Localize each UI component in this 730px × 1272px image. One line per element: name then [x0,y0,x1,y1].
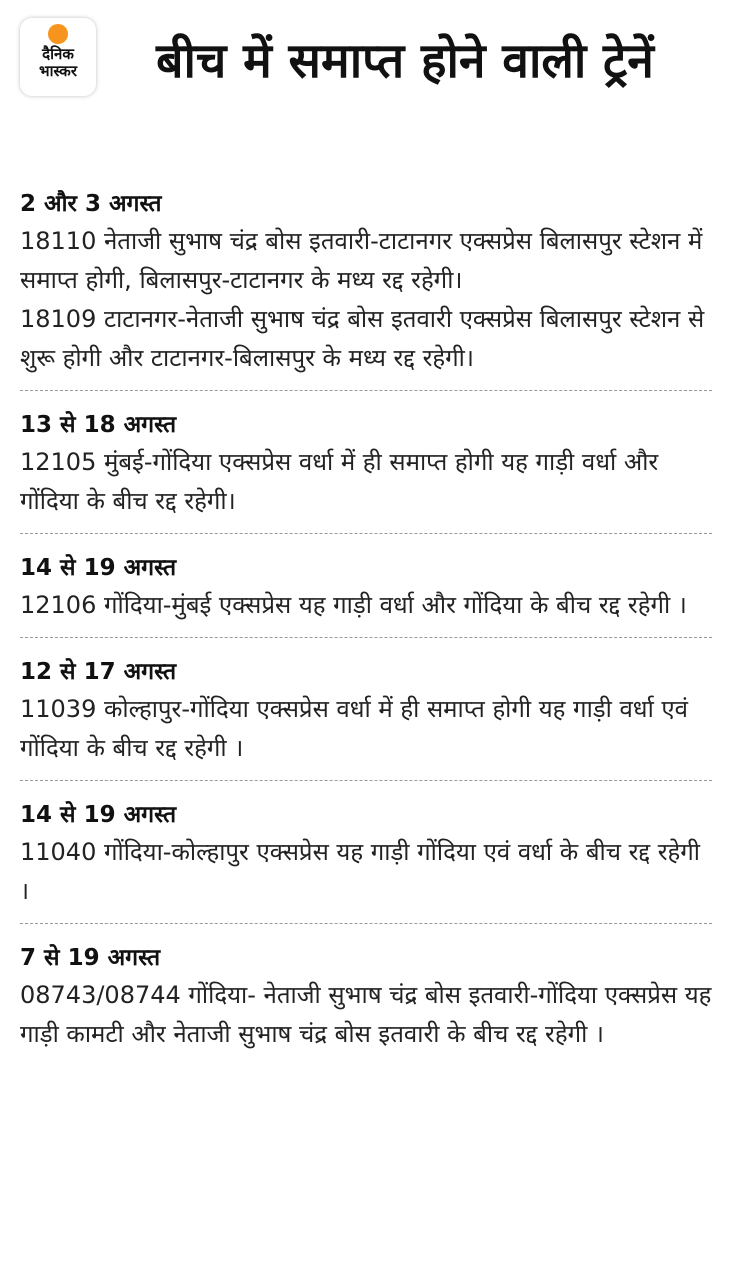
train-section [20,797,712,924]
train-section [20,940,712,1066]
train-section [20,550,712,638]
train-description: 18110 नेताजी सुभाष चंद्र बोस इतवारी-टाटानगर एक्सप्रेस बिलासपुर स्टेशन में समाप्त होगी, बिलासपुर-टाटानगर के मध्य रद्द रहेगी। [20,227,703,294]
section-date-heading: 14 से 19 अगस्त [20,555,177,581]
header [0,0,730,180]
train-description: 08743/08744 गोंदिया- नेताजी सुभाष चंद्र बोस इतवारी-गोंदिया एक्सप्रेस यह गाड़ी कामटी और नेताजी सुभाष चंद्र बोस इतवारी के बीच रद्द रहेगी । [20,981,712,1048]
train-description: 18109 टाटानगर-नेताजी सुभाष चंद्र बोस इतवारी एक्सप्रेस बिलासपुर स्टेशन से शुरू होगी और टाटानगर-बिलासपुर के मध्य रद्द रहेगी। [20,305,705,372]
section-date-heading: 12 से 17 अगस्त [20,659,177,685]
train-description: 11040 गोंदिया-कोल्हापुर एक्सप्रेस यह गाड़ी गोंदिया एवं वर्धा के बीच रद्द रहेगी । [20,838,700,905]
dainik-bhaskar-logo [20,18,96,96]
section-date-heading: 14 से 19 अगस्त [20,802,177,828]
train-description: 12105 मुंबई-गोंदिया एक्सप्रेस वर्धा में ही समाप्त होगी यह गाड़ी वर्धा और गोंदिया के बीच रद्द रहेगी। [20,448,659,515]
train-description: 11039 कोल्हापुर-गोंदिया एक्सप्रेस वर्धा में ही समाप्त होगी यह गाड़ी वर्धा एवं गोंदिया के बीच रद्द रहेगी । [20,695,689,762]
section-date-heading: 13 से 18 अगस्त [20,412,177,438]
section-date-heading: 7 से 19 अगस्त [20,945,161,971]
logo-text-line2: भास्कर [39,62,77,80]
train-section [20,186,712,391]
train-section [20,407,712,534]
train-description: 12106 गोंदिया-मुंबई एक्सप्रेस यह गाड़ी वर्धा और गोंदिया के बीच रद्द रहेगी । [20,591,687,619]
sun-icon [48,24,68,44]
train-sections [20,186,712,1082]
logo-text [20,46,96,80]
logo-text-line1: दैनिक [42,45,74,63]
train-section [20,654,712,781]
page-title: बीच में समाप्त होने वाली ट्रेनें [156,33,654,89]
section-date-heading: 2 और 3 अगस्त [20,191,162,217]
